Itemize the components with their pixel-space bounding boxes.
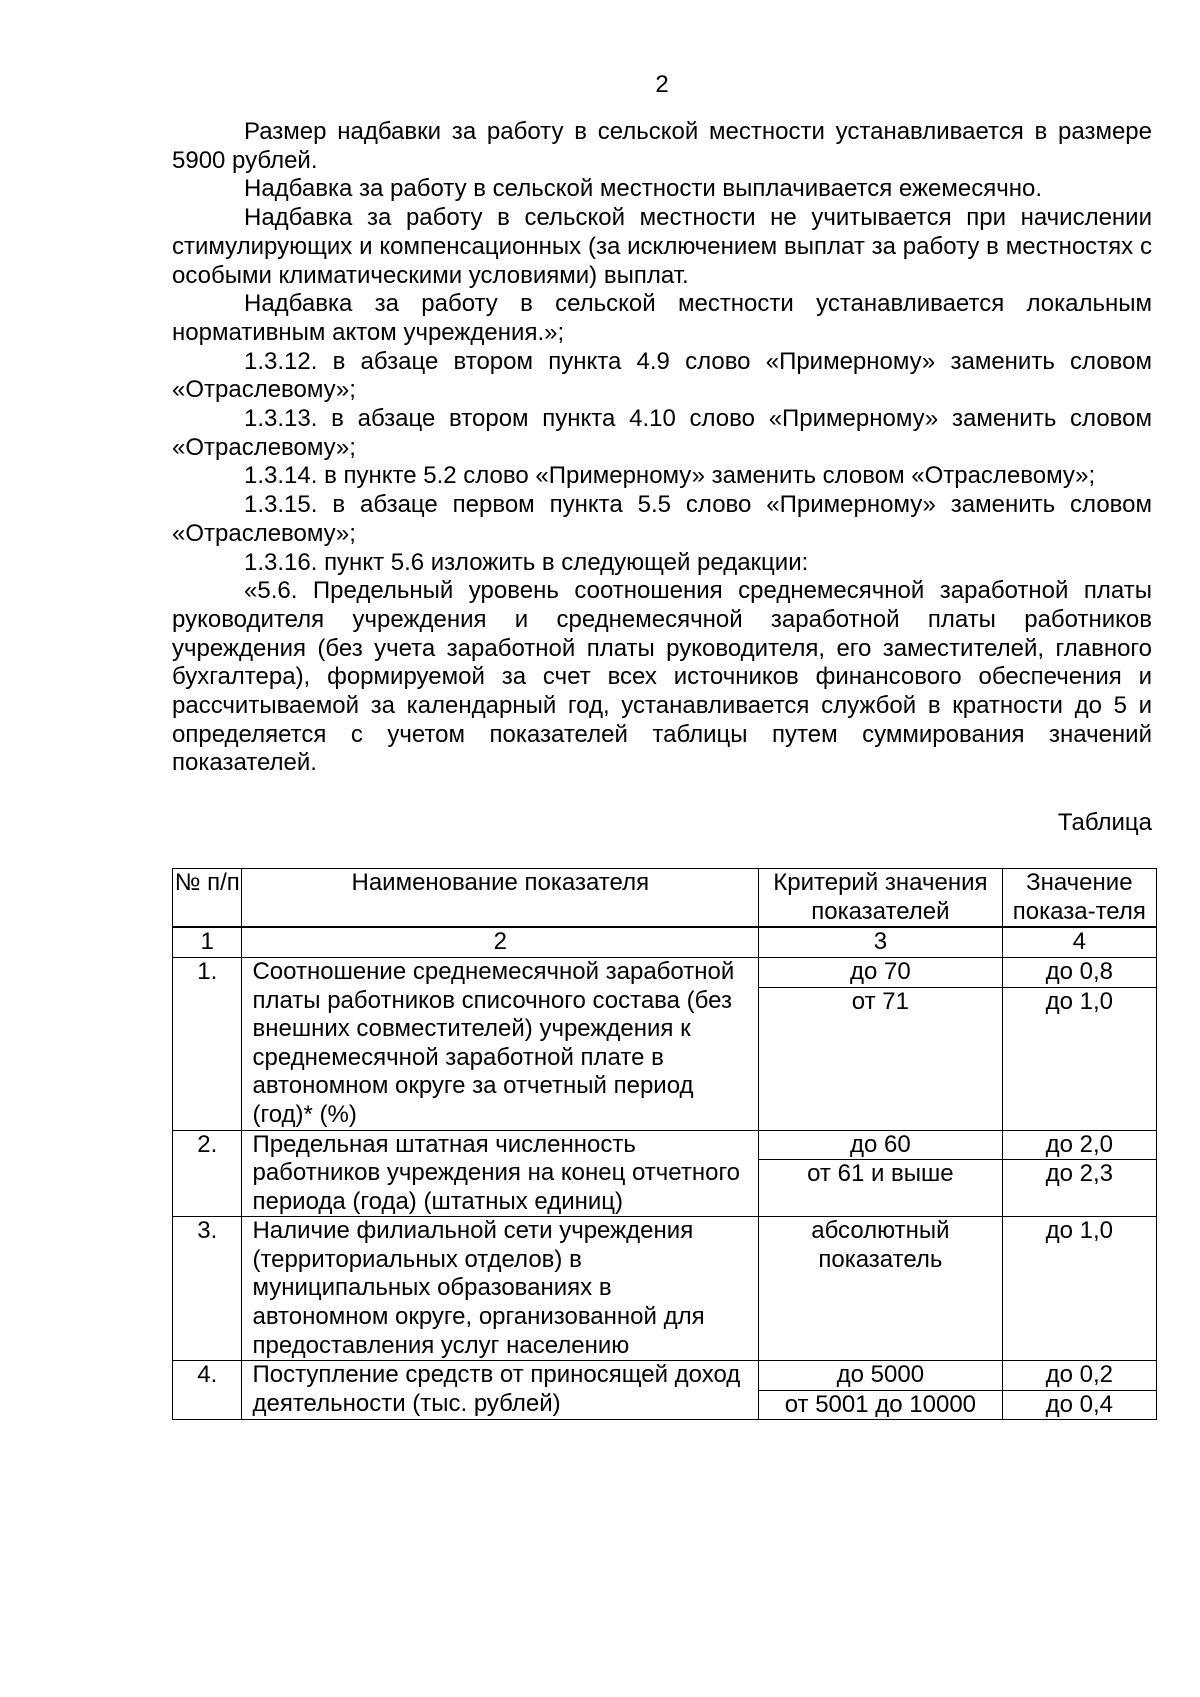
value-cell (1002, 957, 1156, 1130)
header-cell: № п/п (173, 869, 242, 928)
indicator-value: до 1,0 (1003, 987, 1156, 1017)
table-row (173, 1130, 1157, 1217)
column-number-row (173, 927, 1157, 957)
header-cell: Критерий значения показателей (759, 869, 1003, 928)
paragraph: Размер надбавки за работу в сельской местности устанавливается в размере 5900 рублей. (172, 118, 1152, 174)
column-number: 4 (1002, 927, 1156, 957)
row-number: 2. (173, 1130, 242, 1217)
indicator-value: до 1,0 (1045, 1217, 1114, 1245)
criteria-cell (759, 1130, 1003, 1217)
criterion: до 60 (850, 1130, 911, 1158)
table-row (173, 957, 1157, 1130)
paragraph: 1.3.15. в абзаце первом пункта 5.5 слово «Примерному» заменить словом «Отраслевому»; (172, 491, 1152, 547)
row-number: 1. (173, 957, 242, 1130)
value-cell (1002, 1217, 1156, 1361)
header-cell: Значение показа-теля (1002, 869, 1156, 928)
page-number: 2 (655, 71, 669, 98)
paragraph: 1.3.13. в абзаце втором пункта 4.10 слово «Примерному» заменить словом «Отраслевому»; (172, 405, 1152, 461)
criteria-cell (759, 1361, 1003, 1420)
criteria-cell (759, 957, 1003, 1130)
criterion: от 61 и выше (759, 1159, 1002, 1189)
paragraph: Надбавка за работу в сельской местности устанавливается локальным нормативным актом учреждения.»; (172, 290, 1152, 346)
criteria-cell (759, 1217, 1003, 1361)
column-number: 3 (759, 927, 1003, 957)
indicator-name: Наличие филиальной сети учреждения (территориальных отделов) в муниципальных образованиях в автономном округе, организованной для предоставления услуг населению (242, 1217, 759, 1361)
document-page (172, 70, 1152, 1420)
indicator-value: до 0,2 (1045, 1361, 1114, 1389)
indicator-name: Предельная штатная численность работников учреждения на конец отчетного периода (года) (штатных единиц) (242, 1130, 759, 1217)
criterion: до 70 (850, 957, 911, 985)
row-number: 3. (173, 1217, 242, 1361)
column-number: 1 (173, 927, 242, 957)
body-text (172, 118, 1152, 778)
indicators-table (172, 868, 1157, 1420)
indicator-value: до 2,0 (1045, 1130, 1114, 1158)
indicator-value: до 2,3 (1003, 1159, 1156, 1189)
indicator-name: Соотношение среднемесячной заработной платы работников списочного состава (без внешних совместителей) учреждения к среднемесячной заработной плате в автономном округе за отчетный период (год)* (%) (242, 957, 759, 1130)
value-cell (1002, 1361, 1156, 1420)
table-row (173, 1217, 1157, 1361)
table-header-row (173, 869, 1157, 928)
criterion: от 5001 до 10000 (759, 1390, 1002, 1420)
paragraph: «5.6. Предельный уровень соотношения среднемесячной заработной платы руководителя учреждения и среднемесячной заработной платы работников учреждения (без учета заработной платы руководителя, его заместителей, главного бухгалтера), формируемой за счет всех источников финансового обеспечения и рассчитываемой за календарный год, устанавливается службой в кратности до 5 и определяется с учетом показателей таблицы путем суммирования значений показателей. (172, 577, 1152, 777)
criterion: от 71 (759, 987, 1002, 1017)
indicator-value: до 0,4 (1003, 1390, 1156, 1420)
criterion: абсолютный показатель (811, 1217, 950, 1273)
paragraph: 1.3.12. в абзаце втором пункта 4.9 слово «Примерному» заменить словом «Отраслевому»; (172, 347, 1152, 404)
table-caption: Таблица (1057, 809, 1152, 837)
paragraph: 1.3.16. пункт 5.6 изложить в следующей редакции: (244, 548, 809, 576)
paragraph: Надбавка за работу в сельской местности не учитывается при начислении стимулирующих и компенсационных (за исключением выплат за работу в местностях с особыми климатическими условиями) выплат. (172, 204, 1152, 289)
indicator-value: до 0,8 (1045, 957, 1114, 985)
criterion: до 5000 (836, 1361, 925, 1389)
paragraph: Надбавка за работу в сельской местности выплачивается ежемесячно. (244, 175, 1042, 203)
paragraph: 1.3.14. в пункте 5.2 слово «Примерному» заменить словом «Отраслевому»; (244, 462, 1096, 490)
column-number: 2 (242, 927, 759, 957)
indicator-name: Поступление средств от приносящей доход деятельности (тыс. рублей) (242, 1361, 759, 1420)
value-cell (1002, 1130, 1156, 1217)
table-row (173, 1361, 1157, 1420)
row-number: 4. (173, 1361, 242, 1420)
header-cell: Наименование показателя (242, 869, 759, 928)
